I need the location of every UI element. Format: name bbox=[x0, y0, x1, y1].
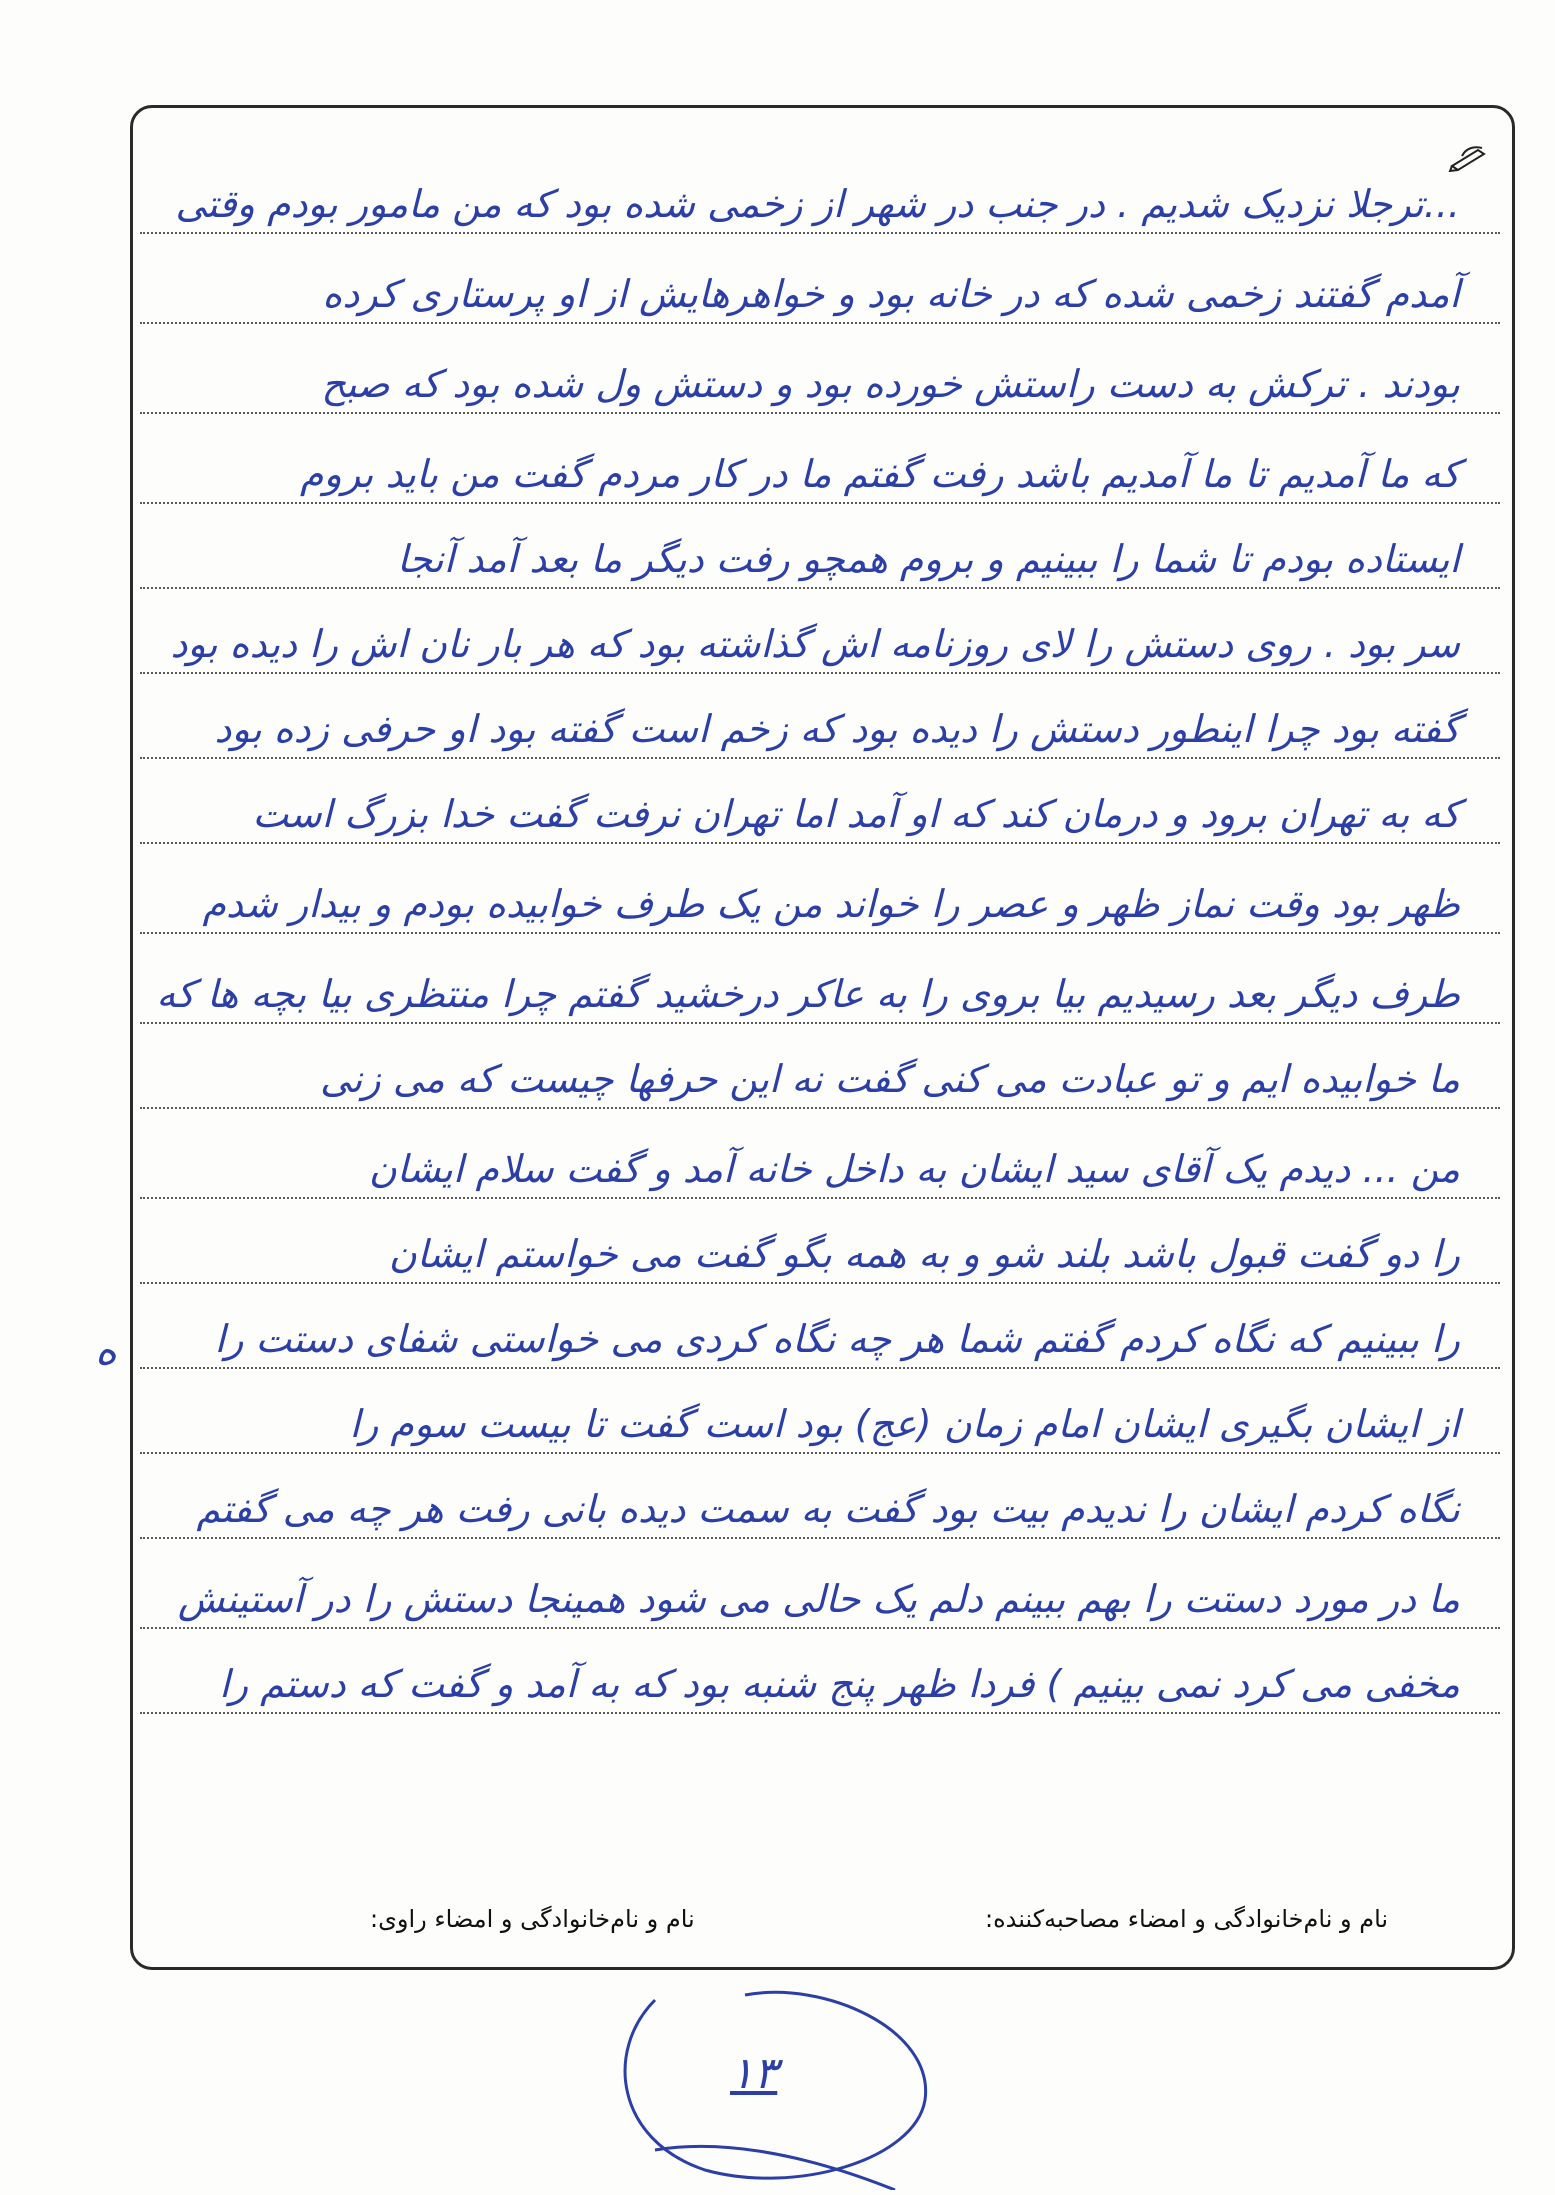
handwritten-text-line: ما خوابیده ایم و تو عبادت می کنی گفت نه این حرفها چیست که می زنی bbox=[320, 1057, 1460, 1102]
ruled-line bbox=[140, 240, 1500, 324]
handwritten-text-line: بودند . ترکش به دست راستش خورده بود و دستش ول شده بود که صبح bbox=[321, 362, 1460, 407]
ruled-line bbox=[140, 760, 1500, 844]
handwritten-text-line: نگاه کردم ایشان را ندیدم بیت بود گفت به سمت دیده بانی رفت هر چه می گفتم bbox=[196, 1487, 1460, 1532]
handwritten-text-line: را ببینیم که نگاه کردم گفتم شما هر چه نگاه کردی می خواستی شفای دستت را bbox=[214, 1317, 1460, 1362]
handwritten-text-line: ایستاده بودم تا شما را ببینیم و بروم همچو رفت دیگر ما بعد آمد آنجا bbox=[397, 537, 1460, 582]
handwritten-text-line: من ... دیدم یک آقای سید ایشان به داخل خانه آمد و گفت سلام ایشان bbox=[368, 1147, 1460, 1192]
ruled-line bbox=[140, 850, 1500, 934]
ruled-line bbox=[140, 420, 1500, 504]
handwritten-text-line: ظهر بود وقت نماز ظهر و عصر را خواند من یک طرف خوابیده بودم و بیدار شدم bbox=[202, 882, 1460, 927]
handwritten-text-line: ما در مورد دستت را بهم ببینم دلم یک حالی می شود همینجا دستش را در آستینش bbox=[177, 1577, 1460, 1622]
ruled-line bbox=[140, 330, 1500, 414]
handwritten-text-line: را دو گفت قبول باشد بلند شو و به همه بگو گفت می خواستم ایشان bbox=[388, 1232, 1460, 1277]
ruled-line bbox=[140, 590, 1500, 674]
margin-mark: ه bbox=[95, 1325, 118, 1374]
handwritten-text-line: ...ترجلا نزدیک شدیم . در جنب در شهر از زخمی شده بود که من مامور بودم وقتی bbox=[175, 182, 1460, 227]
ruled-line bbox=[140, 1200, 1500, 1284]
page-number: ۱۳ bbox=[730, 2048, 778, 2099]
ruled-line bbox=[140, 1370, 1500, 1454]
handwritten-text-line: آمدم گفتند زخمی شده که در خانه بود و خواهرهایش از او پرستاری کرده bbox=[322, 272, 1460, 317]
handwritten-text-line: که به تهران برود و درمان کند که او آمد اما تهران نرفت گفت خدا بزرگ است bbox=[252, 792, 1460, 837]
ruled-line bbox=[140, 1025, 1500, 1109]
handwritten-text-line: از ایشان بگیری ایشان امام زمان (عج) بود است گفت تا بیست سوم را bbox=[349, 1402, 1460, 1447]
ruled-line bbox=[140, 1115, 1500, 1199]
interviewer-signature-label: نام و نام‌خانوادگی و امضاء مصاحبه‌کننده: bbox=[985, 1905, 1389, 1933]
handwritten-text-line: که ما آمدیم تا ما آمدیم باشد رفت گفتم ما در کار مردم گفت من باید بروم bbox=[299, 452, 1460, 497]
ruled-line bbox=[140, 1455, 1500, 1539]
ruled-line bbox=[140, 505, 1500, 589]
handwritten-text-line: گفته بود چرا اینطور دستش را دیده بود که زخم است گفته بود او حرفی زده بود bbox=[214, 707, 1460, 752]
handwritten-text-line: مخفی می کرد نمی بینیم ) فردا ظهر پنج شنبه بود که به آمد و گفت که دستم را bbox=[219, 1662, 1460, 1707]
ruled-line bbox=[140, 1545, 1500, 1629]
ruled-line bbox=[140, 150, 1500, 234]
handwritten-text-line: طرف دیگر بعد رسیدیم بیا بروی را به عاکر درخشید گفتم چرا منتظری بیا بچه ها که bbox=[156, 972, 1460, 1017]
handwritten-text-line: سر بود . روی دستش را لای روزنامه اش گذاشته بود که هر بار نان اش را دیده بود bbox=[170, 622, 1460, 667]
ruled-line bbox=[140, 940, 1500, 1024]
ruled-line bbox=[140, 1630, 1500, 1714]
narrator-signature-label: نام و نام‌خانوادگی و امضاء راوی: bbox=[370, 1905, 695, 1933]
ruled-line bbox=[140, 675, 1500, 759]
ruled-line bbox=[140, 1285, 1500, 1369]
